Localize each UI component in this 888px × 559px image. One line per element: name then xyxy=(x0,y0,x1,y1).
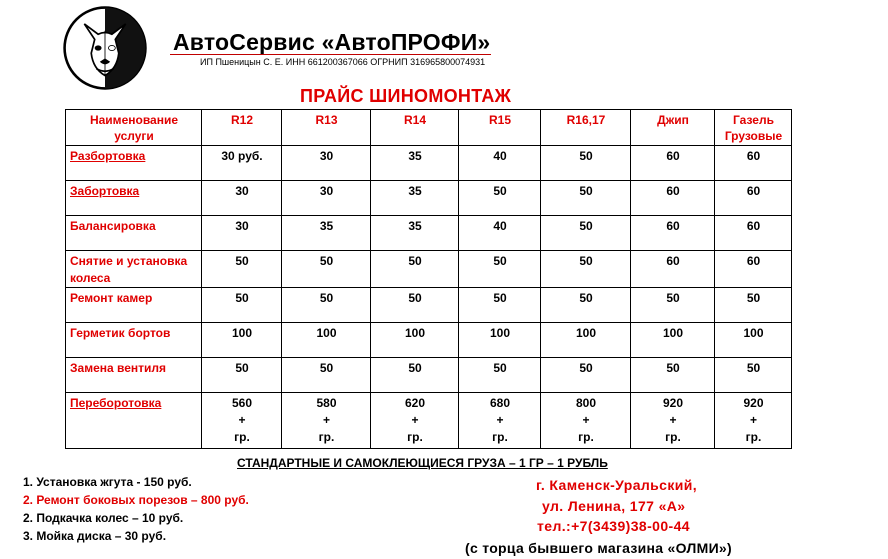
price-line: + xyxy=(749,413,757,427)
service-name xyxy=(66,181,202,216)
price-line: + xyxy=(322,413,330,427)
table-row xyxy=(66,146,792,181)
column-header-label: R14 xyxy=(403,113,426,127)
service-name-line: Замена вентиля xyxy=(70,361,167,375)
price-cell xyxy=(202,393,282,449)
price-line: + xyxy=(669,413,677,427)
column-header xyxy=(202,110,282,146)
price-line: 800 xyxy=(575,396,597,410)
extra-service-item: 1. Установка жгута - 150 руб. xyxy=(23,475,192,489)
extra-service-item: 3. Мойка диска – 30 руб. xyxy=(23,529,167,543)
price-cell: 60 xyxy=(715,251,792,288)
column-header-label: Газель xyxy=(733,113,774,127)
price-cell: 50 xyxy=(202,288,282,323)
red-divider xyxy=(170,54,491,55)
price-cell: 100 xyxy=(631,323,715,358)
price-cell: 30 руб. xyxy=(202,146,282,181)
service-name xyxy=(66,251,202,288)
price-line: гр. xyxy=(492,430,508,444)
service-name-line: Переборотовка xyxy=(70,396,162,410)
price-cell: 30 xyxy=(282,181,371,216)
service-name-line: Разбортовка xyxy=(70,149,146,163)
column-header-label: R13 xyxy=(315,113,338,127)
service-name-line: колеса xyxy=(70,271,111,285)
table-row xyxy=(66,288,792,323)
price-cell: 60 xyxy=(631,216,715,251)
service-name xyxy=(66,146,202,181)
price-line: 680 xyxy=(489,396,511,410)
price-cell: 100 xyxy=(459,323,541,358)
column-header-label: услуги xyxy=(114,129,154,143)
price-cell: 60 xyxy=(631,146,715,181)
table-row xyxy=(66,181,792,216)
price-cell: 50 xyxy=(541,288,631,323)
price-cell: 50 xyxy=(541,181,631,216)
column-header xyxy=(66,110,202,146)
column-header xyxy=(282,110,371,146)
service-name xyxy=(66,393,202,449)
service-name xyxy=(66,358,202,393)
column-header xyxy=(631,110,715,146)
table-row xyxy=(66,251,792,288)
price-line: гр. xyxy=(407,430,423,444)
column-header-label: R15 xyxy=(488,113,511,127)
price-cell: 50 xyxy=(459,288,541,323)
price-cell: 60 xyxy=(631,181,715,216)
price-line: 920 xyxy=(743,396,764,410)
address-phone: тел.:+7(3439)38-00-44 xyxy=(537,518,690,534)
price-cell: 50 xyxy=(715,288,792,323)
price-line: + xyxy=(496,413,504,427)
column-header-label: Джип xyxy=(657,113,689,127)
price-line: + xyxy=(411,413,419,427)
address-street: ул. Ленина, 177 «А» xyxy=(542,498,686,514)
price-cell: 50 xyxy=(715,358,792,393)
price-cell: 50 xyxy=(202,251,282,288)
price-cell: 100 xyxy=(202,323,282,358)
price-cell xyxy=(541,393,631,449)
table-row xyxy=(66,216,792,251)
price-cell: 50 xyxy=(541,216,631,251)
price-cell: 50 xyxy=(282,358,371,393)
price-cell: 40 xyxy=(459,216,541,251)
price-cell: 60 xyxy=(715,216,792,251)
price-line: + xyxy=(238,413,246,427)
price-line: гр. xyxy=(578,430,594,444)
price-cell: 60 xyxy=(715,181,792,216)
price-cell: 30 xyxy=(202,216,282,251)
price-line: гр. xyxy=(665,430,681,444)
price-cell: 50 xyxy=(541,146,631,181)
column-header xyxy=(371,110,459,146)
extra-services-list xyxy=(23,473,249,545)
service-name-line: Забортовка xyxy=(70,184,140,198)
price-cell xyxy=(459,393,541,449)
column-header-label: Наименование xyxy=(89,113,179,127)
price-cell: 35 xyxy=(371,146,459,181)
price-cell: 100 xyxy=(715,323,792,358)
price-list-title: ПРАЙС ШИНОМОНТАЖ xyxy=(300,86,512,106)
company-title: АвтоСервис «АвтоПРОФИ» xyxy=(173,29,491,55)
price-cell: 40 xyxy=(459,146,541,181)
price-cell: 30 xyxy=(202,181,282,216)
column-header-label: R16,17 xyxy=(566,113,606,127)
price-cell: 60 xyxy=(631,251,715,288)
table-header-row xyxy=(66,110,792,146)
price-cell: 50 xyxy=(282,251,371,288)
column-header-label: R12 xyxy=(230,113,253,127)
price-cell: 35 xyxy=(371,216,459,251)
price-cell: 50 xyxy=(371,358,459,393)
price-line: + xyxy=(582,413,590,427)
company-registration-text: ИП Пшеницын С. Е. ИНН 661200367066 ОГРНИП 316965800074931 xyxy=(200,57,486,67)
service-name-line: Снятие и установка xyxy=(70,254,188,268)
address-note: (с торца бывшего магазина «ОЛМИ») xyxy=(465,540,732,556)
column-header-label: Грузовые xyxy=(724,129,783,143)
service-name-line: Ремонт камер xyxy=(70,291,153,305)
price-cell: 35 xyxy=(282,216,371,251)
price-cell: 50 xyxy=(371,251,459,288)
table-row xyxy=(66,393,792,449)
price-cell xyxy=(371,393,459,449)
price-cell: 60 xyxy=(715,146,792,181)
price-cell: 50 xyxy=(541,251,631,288)
price-line: 580 xyxy=(316,396,337,410)
price-line: 560 xyxy=(231,396,253,410)
price-cell xyxy=(631,393,715,449)
price-cell: 100 xyxy=(541,323,631,358)
price-cell: 100 xyxy=(282,323,371,358)
weights-note: СТАНДАРТНЫЕ И САМОКЛЕЮЩИЕСЯ ГРУЗА – 1 ГР – 1 РУБЛЬ xyxy=(237,456,608,470)
price-cell: 50 xyxy=(459,358,541,393)
price-table xyxy=(65,109,792,449)
price-cell: 50 xyxy=(371,288,459,323)
price-cell: 50 xyxy=(631,358,715,393)
price-cell xyxy=(715,393,792,449)
price-line: 620 xyxy=(404,396,426,410)
table-row xyxy=(66,358,792,393)
price-line: гр. xyxy=(234,430,250,444)
price-cell: 50 xyxy=(541,358,631,393)
column-header xyxy=(541,110,631,146)
service-name-line: Балансировка xyxy=(70,219,156,233)
price-cell xyxy=(282,393,371,449)
price-cell: 100 xyxy=(371,323,459,358)
price-cell: 50 xyxy=(459,251,541,288)
service-name xyxy=(66,288,202,323)
extra-service-item: 2. Ремонт боковых порезов – 800 руб. xyxy=(23,493,249,507)
table-row xyxy=(66,323,792,358)
address-city: г. Каменск-Уральский, xyxy=(536,477,698,493)
price-cell: 50 xyxy=(631,288,715,323)
column-header xyxy=(459,110,541,146)
service-name xyxy=(66,323,202,358)
price-cell: 30 xyxy=(282,146,371,181)
price-cell: 50 xyxy=(282,288,371,323)
extra-service-item: 2. Подкачка колес – 10 руб. xyxy=(23,511,184,525)
company-registration xyxy=(200,57,485,67)
price-cell: 50 xyxy=(202,358,282,393)
service-name-line: Герметик бортов xyxy=(70,326,171,340)
service-name xyxy=(66,216,202,251)
price-line: 920 xyxy=(662,396,684,410)
price-line: гр. xyxy=(745,430,762,444)
price-line: гр. xyxy=(318,430,335,444)
logo-dog-icon xyxy=(62,5,148,91)
column-header xyxy=(715,110,792,146)
price-cell: 50 xyxy=(459,181,541,216)
price-cell: 35 xyxy=(371,181,459,216)
